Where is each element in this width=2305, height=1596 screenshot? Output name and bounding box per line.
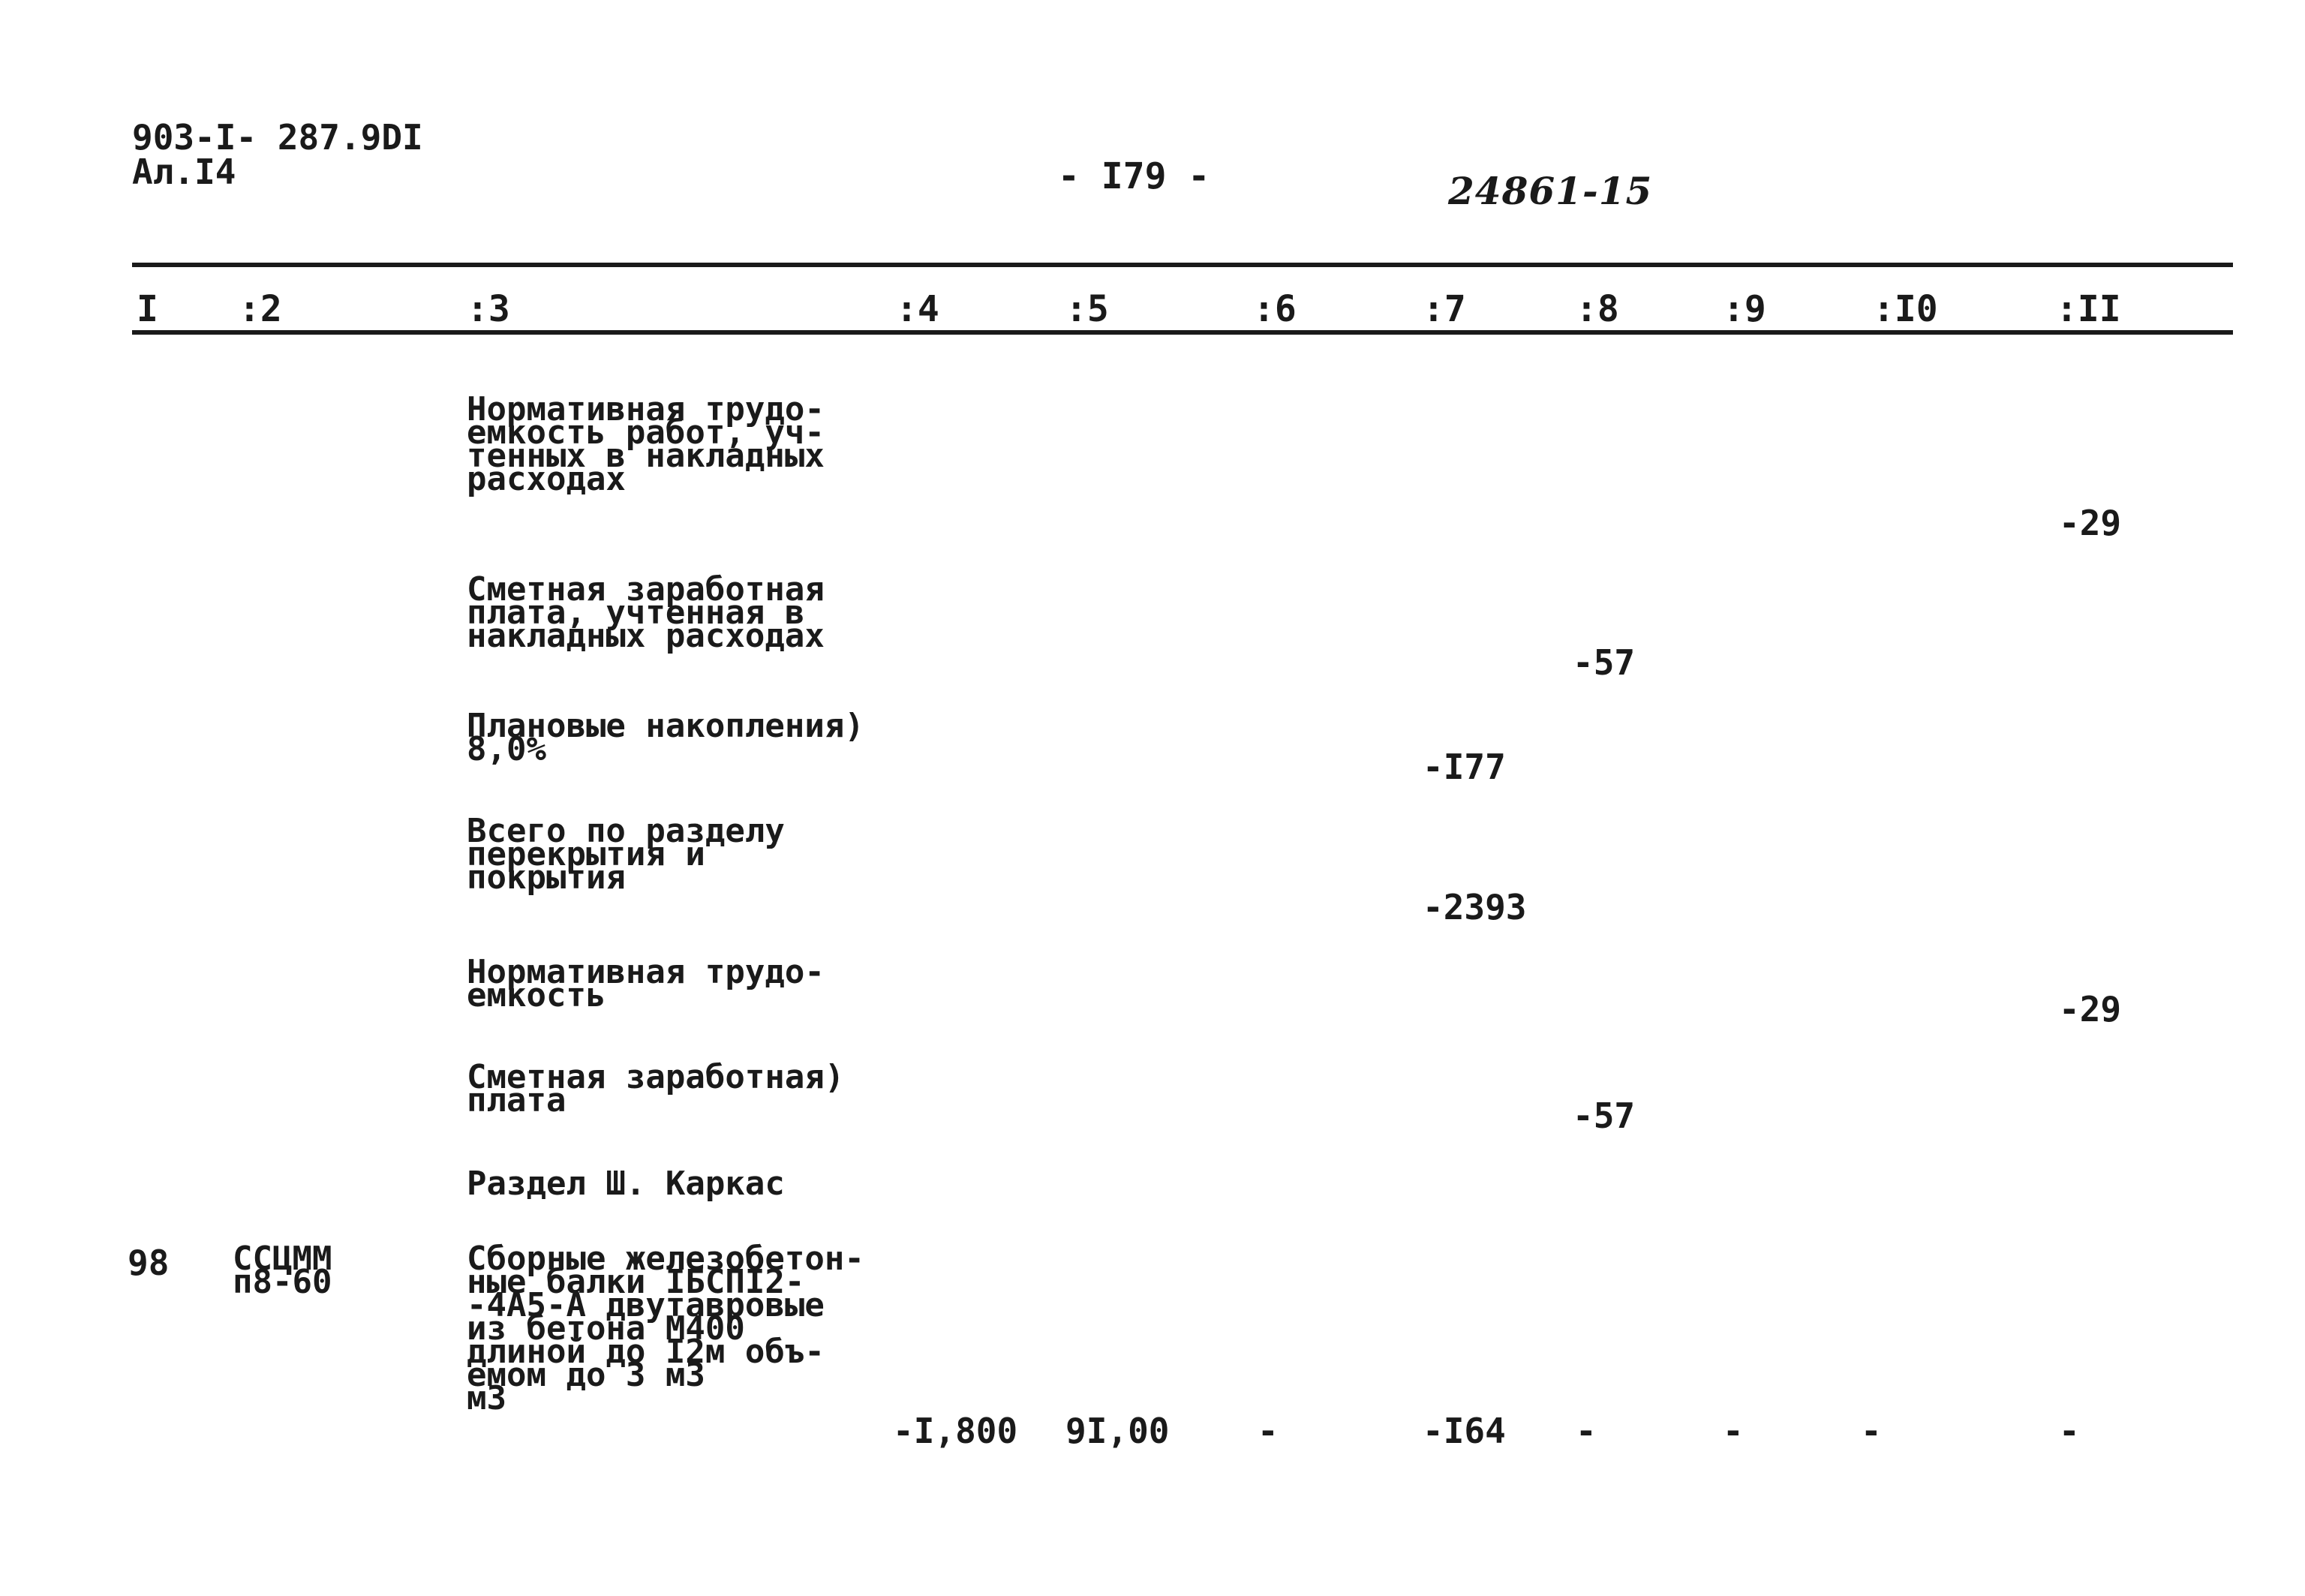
column-header-2: :2 — [239, 288, 282, 330]
document-code: 903-I- 287.9DI — [132, 117, 423, 158]
row-value-col7: -I77 — [1423, 747, 1506, 787]
row-description: Плановые накопления) 8,0% — [467, 707, 864, 768]
column-header-5: :5 — [1065, 288, 1109, 330]
row-value-col8: -57 — [1573, 642, 1636, 683]
row-value-col11: -29 — [2059, 989, 2122, 1029]
column-header-6: :6 — [1253, 288, 1297, 330]
row-value-col9: - — [1723, 1411, 1744, 1451]
row-description: Нормативная трудо- емкость работ, уч- тенных в накладных расходах — [467, 390, 825, 498]
item-number: 98 — [128, 1243, 170, 1283]
row-description: Сметная заработная) плата — [467, 1058, 845, 1120]
row-value-col7: -2393 — [1423, 887, 1527, 927]
header-bottom-rule — [132, 330, 2233, 335]
column-header-9: :9 — [1723, 288, 1766, 330]
row-value-col11: -29 — [2059, 503, 2122, 543]
row-value-col4: -I,800 — [893, 1411, 1018, 1451]
handwritten-number: 24861-15 — [1448, 169, 1653, 213]
section-title: Раздел Ш. Каркас — [467, 1165, 785, 1203]
column-header-7: :7 — [1423, 288, 1466, 330]
header-top-rule — [132, 263, 2233, 267]
page-number: - I79 - — [1058, 155, 1210, 197]
row-description: Сметная заработная плата, учтенная в накладных расходах — [467, 570, 825, 655]
row-value-col8: -57 — [1573, 1096, 1636, 1136]
column-header-1: I — [137, 288, 158, 330]
row-value-col8: - — [1576, 1411, 1597, 1451]
item-reference: ССЦММ п8-60 — [233, 1240, 332, 1301]
column-header-11: :II — [2056, 288, 2121, 330]
sheet-label: Ал.I4 — [132, 152, 236, 192]
column-header-4: :4 — [896, 288, 939, 330]
row-description: Сборные железобетон- ные балки IБСПI2- -4А5-А двутавровые из бетона М400 длиной до I2м объ- емом до 3 м3 м3 — [467, 1240, 864, 1417]
row-description: Нормативная трудо- емкость — [467, 953, 825, 1014]
row-value-col7: -I64 — [1423, 1411, 1506, 1451]
column-header-3: :3 — [467, 288, 510, 330]
column-header-8: :8 — [1576, 288, 1619, 330]
row-value-col6: - — [1258, 1411, 1279, 1451]
column-header-10: :I0 — [1873, 288, 1938, 330]
row-description: Всего по разделу перекрытия и покрытия — [467, 812, 785, 897]
row-value-col11: - — [2059, 1411, 2080, 1451]
row-value-col10: - — [1861, 1411, 1882, 1451]
row-value-col5: 9I,00 — [1065, 1411, 1170, 1451]
